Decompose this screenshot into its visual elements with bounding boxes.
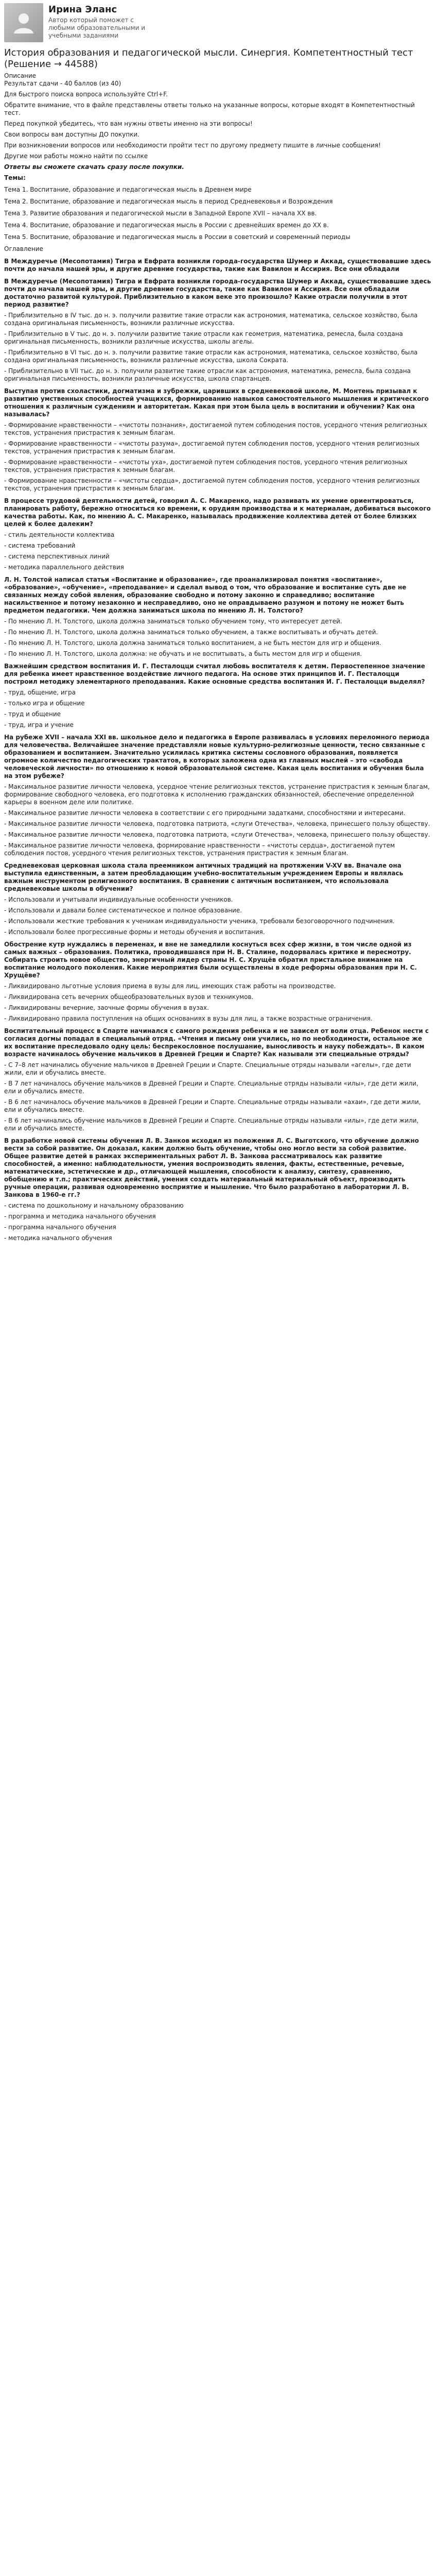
question-text: Воспитательный процесс в Спарте начинался с самого рождения ребенка и не зависел от воли отца. Ребенок нести с согласия догмы попадал в специальный отряд. «Чтения и письму они учились, но по необходимости, остальное же их воспитание преследовало одну цель: беспрекословное послушание, выносливость и науку побеждать». В каком возрасте начиналось обучение мальчиков в Древней Греции и Спарте? Как называли эти специальные отряды? [4, 1027, 429, 1058]
answer-option: - программа и методика начального обучения [4, 1213, 156, 1220]
answer-option: - Ликвидирована сеть вечерних общеобразовательных вузов и техникумов. [4, 993, 254, 1001]
answer-option: - Максимальное развитие личности человека в соответствии с его природными задатками, способностями и интересами. [4, 809, 406, 817]
answer-option: - Максимальное развитие личности человека, формирование нравственности – «чистоты сердца», достигаемой путем соблюдения постов, усердного чтения религиозных текстов, устранения пристрастия к земным благам. [4, 842, 395, 857]
question-text: В разработке новой системы обучения Л. В. Занков исходил из положения Л. С. Выготского, что обучение должно вести за собой развитие. Он доказал, каким должно быть обучение, чтобы оно могло вести за собой развитие. Общее развитие детей в рамках экспериментальных работ Л. В. Занкова рассматривалось как развитие способностей, а именно: наблюдательности, умения воспроизводить явления, факты, естественные, речевые, математические, эстетические и др., отличающей мышления, способности к анализу, синтезу, сравнению, обобщению и т.п.; практических действий, умения создать материальный материальный объект, производить ручные операции, развивая одновременно восприятие и мышление. Что было разработано в лаборатории Л. В. Занкова в 1960-е гг.? [4, 1137, 419, 1198]
answer-option: - Использовали и давали более систематическое и полное образование. [4, 907, 242, 914]
question-text: В Междуречье (Месопотамия) Тигра и Евфрата возникли города-государства Шумер и Аккад, существовавшие здесь почти до начала нашей эры, и другие древние государства, такие как Вавилон и Ассирия. Все они обладали достаточно развитой культурой. Приблизительно в каком веке это произошло? Какие отрасли получили в этот период развитие? [4, 278, 431, 308]
answer-option: - В 7 лет начиналось обучение мальчиков в Древней Греции и Спарте. Специальные отряды называли «илы», где дети жили, ели и обучались вместе. [4, 1080, 418, 1095]
question-text: Л. Н. Толстой написал статьи «Воспитание и образование», где проанализировал понятия «воспитание», «образование», «обучение», «преподавание» и сделал вывод о том, что образование и воспитание суть две не связанных между собой явления, образование свободно и потому законно и справедливо; воспитание насильственное и потому незаконно и несправедливо, оно не оправдываемо разумом и потому не может быть предметом педагогики. Чем должна заниматься школа по мнению Л. Н. Толстого? [4, 576, 407, 614]
answer-option: - Максимальное развитие личности человека, усердное чтение религиозных текстов, устранение пристрастия к земным благам, формирование свободного человека, его подготовка к исполнению гражданских обязанностей, обеспечение определенной карьеры в военном деле или политике. [4, 783, 430, 806]
answer-option: - труд, игра и учение [4, 721, 74, 728]
own-questions-text: Свои вопросы вам доступны ДО покупки. [4, 131, 139, 138]
answer-option: - система по дошкольному и начальному образованию [4, 1202, 184, 1209]
answer-option: - система требований [4, 542, 76, 549]
answer-option: - труд, общение, игра [4, 689, 76, 696]
answer-option: - По мнению Л. Н. Толстого, школа должна заниматься только обучением, а также воспитывать и обучать детей. [4, 629, 378, 636]
question-text: Выступая против схоластики, догматизма и зубрежки, царивших в средневековой школе, М. Монтень призывал к развитию умственных способностей учащихся, формированию навыков самостоятельного мышления и критического отношения к различным суждениям и авторитетам. Какая при этом была цель в воспитании и обучении? Как она называлась? [4, 387, 429, 418]
answer-option: - Приблизительно в VI тыс. до н. э. получили развитие такие отрасли как астрономия, математика, сельское хозяйство, была создана оригинальная письменность, возникли различные искусства, школа Сократа. [4, 349, 418, 364]
answer-option: - Формирование нравственности – «чистоты сердца», достигаемой путем соблюдения постов, усердного чтения религиозных текстов, устранения пристрастия к земным благам. [4, 477, 420, 492]
description-label: Описание [4, 72, 37, 79]
answer-option: - С 7–8 лет начинались обучение мальчиков в Древней Греции и Спарте. Специальные отряды называли «агелы», где дети жили, ели и обучались вместе. [4, 1061, 411, 1076]
answer-option: - только игра и общение [4, 700, 85, 707]
answer-option: - программа начального обучения [4, 1224, 116, 1231]
answer-option: - Приблизительно в V тыс. до н. э. получили развитие такие отрасли как геометрия, математика, ремесла, была создана оригинальная письменность, возникли различные искусства, школы агелы. [4, 330, 403, 345]
topic-item: Тема 5. Воспитание, образование и педагогическая мысль в России в советский и современный периоды [4, 233, 351, 241]
page-title: История образования и педагогической мысли. Синергия. Компетентностный тест (Решение → 44588) [4, 47, 413, 70]
answer-option: - Формирование нравственности – «чистоты познания», достигаемой путем соблюдения постов, усердного чтения религиозных текстов, устранения пристрастия к земным благам. [4, 421, 427, 436]
topic-item: Тема 1. Воспитание, образование и педагогическая мысль в Древнем мире [4, 186, 252, 193]
question-text: На рубеже XVII – начала XXI вв. школьное дело и педагогика в Европе развивалась в условиях переломного периода для человечества. Величайшее значение представляли новые культурно-религиозные ценности, тесно связанные с образованием и воспитанием. Значительно усилилась критика системы сословного образования, появляется огромное количество педагогических трактатов, в которых заложена одна из главных мыслей – это «свобода человеческой личности» по отношению к новой образовательной системе. Какая цель воспитания и обучения была на этом рубеже? [4, 734, 430, 779]
contact-text: При возникновении вопросов или необходимости пройти тест по другому предмету пишите в личные сообщения! [4, 142, 381, 149]
topic-item: Тема 4. Воспитание, образование и педагогическая мысль в России с древнейших времен до XX в. [4, 222, 329, 229]
answer-option: - Использовали и учитывали индивидуальные особенности учеников. [4, 896, 233, 903]
answer-option: - Приблизительно в VII тыс. до н. э. получили развитие такие отрасли как астрономия, математика, ремесла, была создана оригинальная письменность, возникли различные искусства, школа спартанцев. [4, 367, 411, 382]
answer-option: - По мнению Л. Н. Толстого, школа должна заниматься только воспитанием, а не быть местом для игр и общения. [4, 639, 381, 647]
user-silhouette-icon [12, 11, 36, 35]
answer-option: - По мнению Л. Н. Толстого, школа должна: не обучать и не воспитывать, а быть местом для игр и общения. [4, 650, 362, 657]
topics-header: Темы: [4, 174, 26, 181]
answer-option: - Использовали жесткие требования к ученикам индивидуальности ученика, требовали безоговорочного подчинения. [4, 918, 395, 925]
answer-option: - По мнению Л. Н. Толстого, школа должна заниматься только обучением тому, что интересует детей. [4, 618, 342, 625]
answer-option: - система перспективных линий [4, 553, 110, 560]
question-text: Важнейшим средством воспитания И. Г. Песталоцци считал любовь воспитателя к детям. Первостепенное значение для ребенка имеет нравственное воздействие личного педагога. На основе этих принципов И. Г. Песталоцци построил методику элементарного преподавания. Какие основные средства воспитания И. Г. Песталоцци выделял? [4, 663, 425, 685]
question-text: В Междуречье (Месопотамия) Тигра и Евфрата возникли города-государства Шумер и Аккад, существовавшие здесь почти до начала нашей эры, и другие древние государства, такие как Вавилон и Ассирия. Все они обладали [4, 258, 431, 273]
answer-option: - Использовали более прогрессивные формы и методы обучения и воспитания. [4, 928, 265, 936]
author-description: Автор который поможет с любыми образовательными и учебными заданиями [48, 16, 146, 39]
question-text: Обострение кутр нуждались в переменах, и вне не замедлили коснуться всех сфер жизни, в том числе одной из самых важных – образования. Политика, проводившаяся при Н. В. Сталине, подорвалась критике и пересмотру. Собирать строить новое общество, энергичный лидер страны Н. С. Хрущёв обратил пристальное внимание на воспитание молодого поколения. Какие мероприятия были осуществлены в ходе реформы образования при Н. С. Хрущёве? [4, 941, 417, 979]
author-name[interactable]: Ирина Эланс [48, 4, 117, 15]
pre-purchase-text: Перед покупкой убедитесь, что вам нужны ответы именно на эти вопросы! [4, 120, 253, 127]
answer-option: - труд и общение [4, 710, 61, 718]
question-text: В процессе трудовой деятельности детей, говорил А. С. Макаренко, надо развивать их умение ориентироваться, планировать работу, бережно относиться ко времени, к орудиям производства и к материалам, добиваться высокого качества работы. Как, по мнению А. С. Макаренко, называлась продвижение коллектива детей от более близких целей к более далеким? [4, 497, 431, 528]
answer-option: - В 6 лет начинались обучение мальчиков в Древней Греции и Спарте. Специальные отряды называли «илы», где дети жили, ели и обучались вместе. [4, 1117, 419, 1132]
result-text: Результат сдачи - 40 баллов (из 40) [4, 80, 121, 87]
toc-label[interactable]: Оглавление [4, 245, 43, 252]
answer-option: - Приблизительно в IV тыс. до н. э. получили развитие такие отрасли как астрономия, математика, сельское хозяйство, была создана оригинальная письменность, возникли различные искусства. [4, 312, 418, 327]
topics-list [4, 186, 432, 241]
answer-option: - Формирование нравственности – «чистоты разума», достигаемой путем соблюдения постов, усердного чтения религиозных текстов, устранения пристрастия к земным благам. [4, 440, 420, 455]
answer-option: - методика параллельного действия [4, 564, 124, 571]
other-works-link[interactable]: Другие мои работы можно найти по ссылке [4, 152, 148, 160]
answer-option: - Максимальное развитие личности человека, подготовка патриота, «слуги Отечества», человека, принесшего пользу обществу. [4, 831, 430, 838]
author-avatar[interactable] [4, 3, 43, 42]
author-card [4, 0, 432, 44]
answer-option: - Формирование нравственности – «чистоты уха», достигаемой путем соблюдения постов, усердного чтения религиозных текстов, устранения пристрастия к земным благам. [4, 459, 408, 473]
attention-text: Обратите внимание, что в файле представлены ответы только на указанные вопросы, которые входят в Компетентностный тест. [4, 101, 415, 116]
answer-option: - Максимальное развитие личности человека, подготовка патриота, «слуги Отечества», человека, принесшего пользу обществу. [4, 820, 430, 827]
answer-option: - Ликвидированы вечерние, заочные формы обучения в вузах. [4, 1004, 209, 1011]
download-note: Ответы вы сможете скачать сразу после покупки. [4, 163, 184, 171]
topic-item: Тема 2. Воспитание, образование и педагогическая мысль в период Средневековья и Возрождения [4, 198, 333, 205]
answer-option: - В 6 лет начиналось обучение мальчиков в Древней Греции и Спарте. Специальные отряды называли «ахаи», где дети жили, ели и обучались вместе. [4, 1098, 421, 1113]
qa-list [4, 258, 432, 1242]
answer-option: - методика начального обучения [4, 1234, 112, 1242]
answer-option: - Ликвидировано правила поступления на общих основаниях в вузы для лиц, а также возрастные ограничения. [4, 1015, 373, 1022]
answer-option: - Ликвидировано льготные условия приема в вузы для лиц, имеющих стаж работы на производстве. [4, 982, 336, 990]
question-text: Средневековая церковная школа стала преемником античных традиций на протяжении V-XV вв. Вначале она выступила единственным, а затем преобладающим учебно-воспитательным учреждением Европы и являлась важным инструментом религиозного воспитания. В сравнении с античным воспитанием, что использовала средневековые школы в обучении? [4, 862, 404, 892]
answer-option: - стиль деятельности коллектива [4, 531, 115, 538]
topic-item: Тема 3. Развитие образования и педагогической мысли в Западной Европе XVII – начала XX вв. [4, 210, 317, 217]
search-hint: Для быстрого поиска вопроса используйте Ctrl+F. [4, 91, 168, 98]
